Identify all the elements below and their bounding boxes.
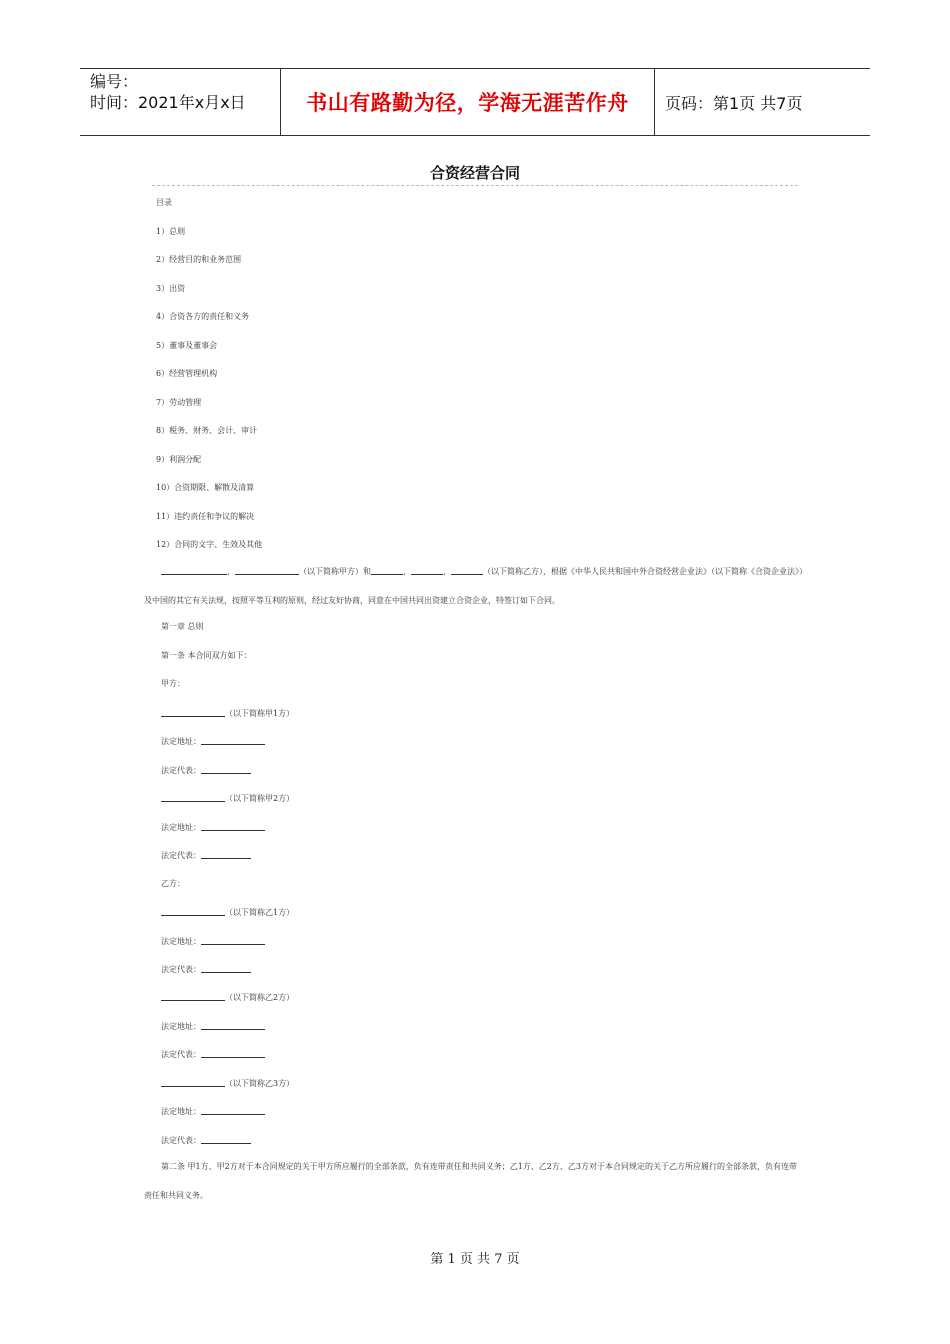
toc-item: 2）经营目的和业务范围 [156,255,242,264]
blank-field [451,565,483,575]
party-name-line: （以下简称乙3方） [161,1077,294,1089]
number-label: 编号： [90,72,139,91]
toc-item: 12）合同的文字、生效及其他 [156,540,263,549]
blank-field [161,792,225,802]
header-motto: 书山有路勤为径，学海无涯苦作舟 [281,69,655,135]
toc-heading: 目录 [156,198,172,207]
time-label: 时间：2021年x月x日 [90,93,246,112]
blank-field [235,565,299,575]
party-b-label: 乙方： [161,879,185,888]
blank-field [201,821,265,831]
representative-line: 法定代表： [161,849,251,861]
address-line: 法定地址： [161,821,265,833]
toc-item: 7）劳动管理 [156,398,202,407]
blank-field [161,1077,225,1087]
toc-item: 10）合资期限、解散及清算 [156,483,255,492]
representative-line: 法定代表： [161,764,251,776]
blank-field [201,935,265,945]
blank-field [161,991,225,1001]
blank-field [201,1134,251,1144]
blank-field [161,565,227,575]
blank-field [371,565,403,575]
document-title: 合资经营合同 [429,164,520,182]
blank-field [201,1020,265,1030]
toc-item: 5）董事及董事会 [156,341,218,350]
toc-item: 3）出资 [156,284,186,293]
toc-item: 4）合资各方的责任和义务 [156,312,250,321]
address-line: 法定地址： [161,1105,265,1117]
party-name-line: （以下简称乙1方） [161,906,294,918]
party-name-line: （以下简称甲2方） [161,792,294,804]
preamble-paragraph: 、 （以下简称甲方）和 、 、 （以下简称乙方），根据《中华人民共和国中外合资经营企业法》（以下简称《合资企业法》）及中国的其它有关法规，按照平等互利的原则，经过友好协商，同意在中国共同出资建立合资企业，特签订如下合同。 [144,567,803,605]
blank-field [201,1105,265,1115]
party-name-line: （以下简称甲1方） [161,707,294,719]
party-a-label: 甲方： [161,679,185,688]
toc-item: 9）利润分配 [156,455,202,464]
chapter-heading: 第一章 总则 [161,622,204,631]
party-name-line: （以下简称乙2方） [161,991,294,1003]
blank-field [161,707,225,717]
representative-line: 法定代表： [161,963,251,975]
toc-item: 6）经营管理机构 [156,369,218,378]
blank-field [201,963,251,973]
blank-field [201,849,251,859]
toc-item: 1）总则 [156,227,186,236]
article-two-paragraph: 第二条 甲1方、甲2方对于本合同规定的关于甲方所应履行的全部条款，负有连带责任和共同义务；乙1方、乙2方、乙3方对于本合同规定的关于乙方所应履行的全部条款，负有连带责任和共同义务。 [144,1162,797,1200]
blank-field [201,735,265,745]
page-footer: 第 1 页 共 7 页 [430,1252,520,1267]
header-page-info: 页码：第1页 共7页 [665,93,803,113]
blank-field [161,906,225,916]
representative-line: 法定代表： [161,1048,265,1060]
address-line: 法定地址： [161,735,265,747]
toc-item: 11）违约责任和争议的解决 [156,512,255,521]
address-line: 法定地址： [161,935,265,947]
representative-line: 法定代表： [161,1134,251,1146]
toc-item: 8）税务、财务、会计、审计 [156,426,258,435]
blank-field [201,764,251,774]
article-heading: 第一条 本合同双方如下： [161,651,252,660]
address-line: 法定地址： [161,1020,265,1032]
blank-field [201,1048,265,1058]
blank-field [411,565,443,575]
